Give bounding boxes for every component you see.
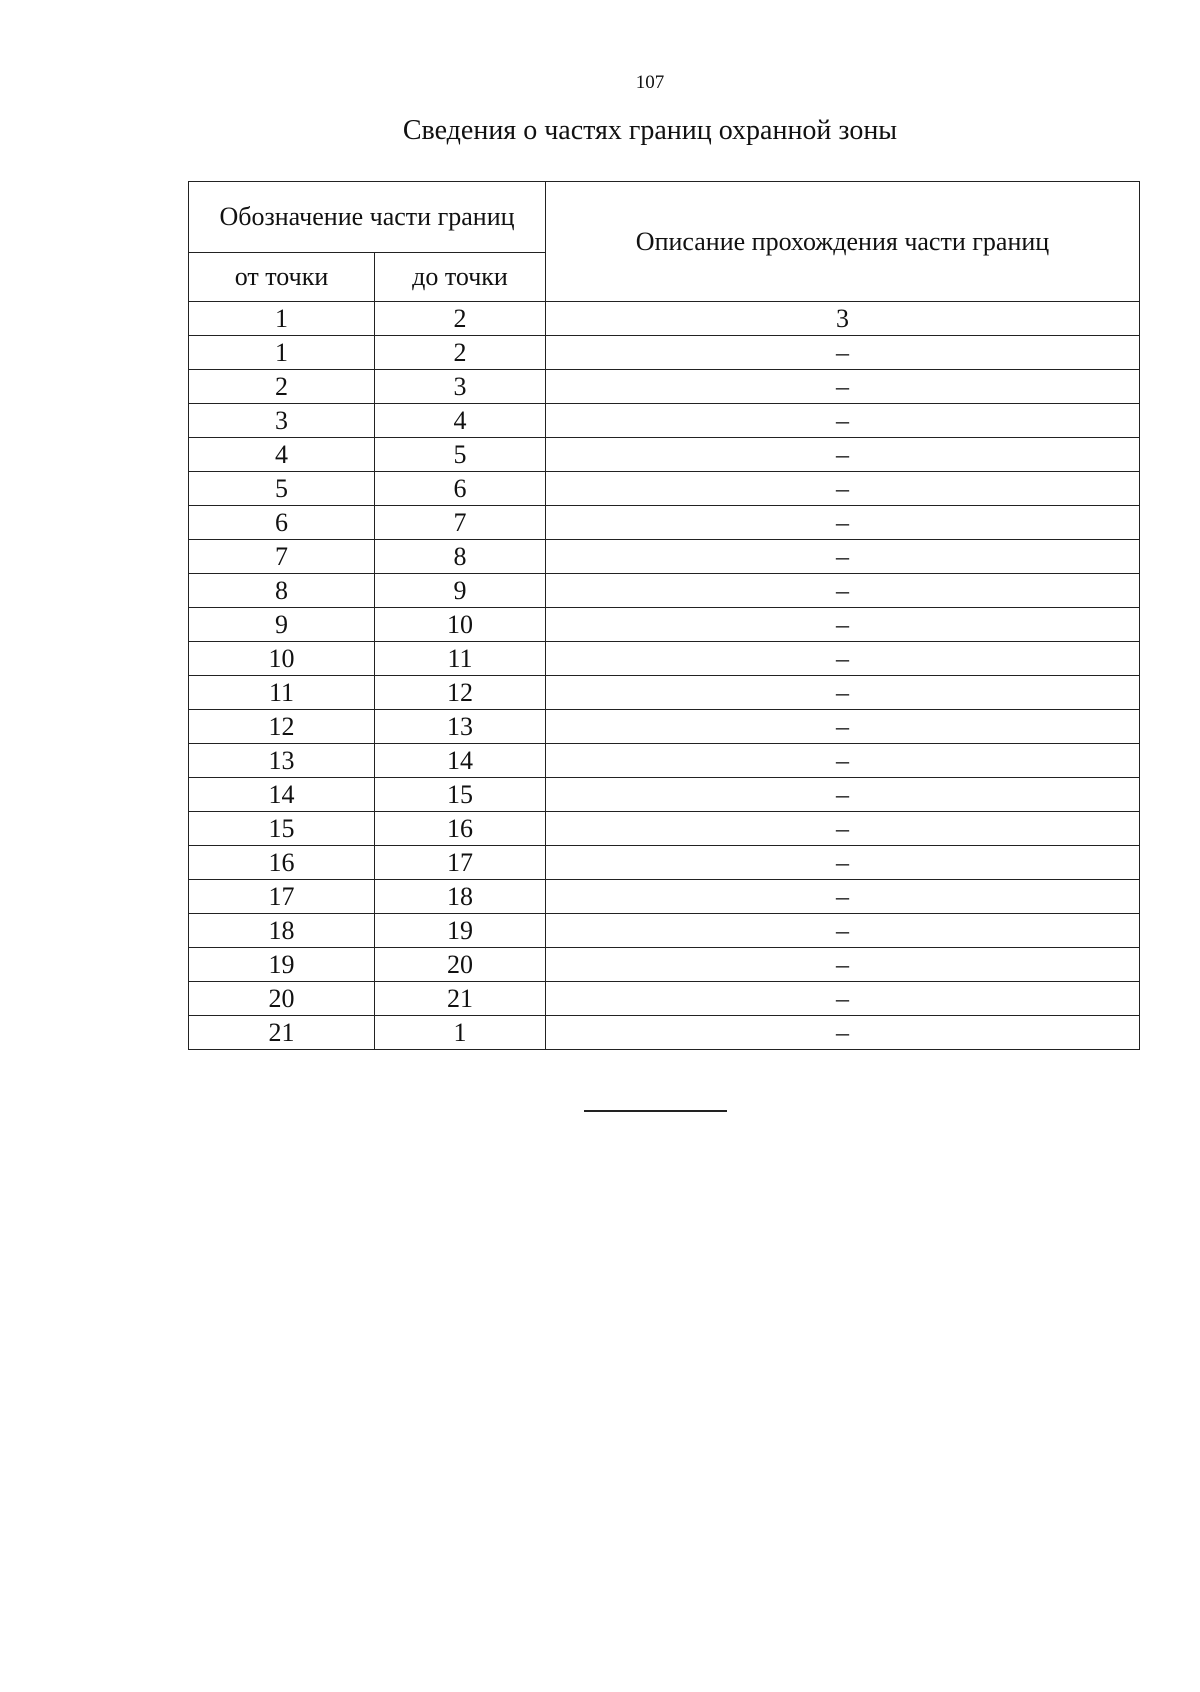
to-point-cell: 19 <box>375 914 546 948</box>
column-number: 1 <box>189 302 375 336</box>
column-number-row <box>189 302 1140 336</box>
header-boundary-description: Описание прохождения части границ <box>546 182 1140 302</box>
table-row <box>189 404 1140 438</box>
description-cell: – <box>546 744 1140 778</box>
from-point-cell: 10 <box>189 642 375 676</box>
to-point-cell: 13 <box>375 710 546 744</box>
from-point-cell: 1 <box>189 336 375 370</box>
description-cell: – <box>546 608 1140 642</box>
description-cell: – <box>546 982 1140 1016</box>
table-row <box>189 336 1140 370</box>
description-cell: – <box>546 370 1140 404</box>
from-point-cell: 12 <box>189 710 375 744</box>
table-row <box>189 914 1140 948</box>
to-point-cell: 11 <box>375 642 546 676</box>
from-point-cell: 14 <box>189 778 375 812</box>
column-number: 3 <box>546 302 1140 336</box>
boundary-parts-table <box>188 181 1140 1050</box>
to-point-cell: 8 <box>375 540 546 574</box>
from-point-cell: 3 <box>189 404 375 438</box>
from-point-cell: 18 <box>189 914 375 948</box>
table-row <box>189 744 1140 778</box>
from-point-cell: 11 <box>189 676 375 710</box>
to-point-cell: 7 <box>375 506 546 540</box>
description-cell: – <box>546 404 1140 438</box>
table-row <box>189 846 1140 880</box>
description-cell: – <box>546 948 1140 982</box>
to-point-cell: 4 <box>375 404 546 438</box>
to-point-cell: 6 <box>375 472 546 506</box>
from-point-cell: 17 <box>189 880 375 914</box>
table-row <box>189 982 1140 1016</box>
table-row <box>189 710 1140 744</box>
table-row <box>189 540 1140 574</box>
from-point-cell: 19 <box>189 948 375 982</box>
to-point-cell: 20 <box>375 948 546 982</box>
table-row <box>189 676 1140 710</box>
to-point-cell: 1 <box>375 1016 546 1050</box>
to-point-cell: 18 <box>375 880 546 914</box>
table-row <box>189 1016 1140 1050</box>
table-row <box>189 948 1140 982</box>
table-row <box>189 608 1140 642</box>
table-row <box>189 880 1140 914</box>
to-point-cell: 5 <box>375 438 546 472</box>
to-point-cell: 16 <box>375 812 546 846</box>
from-point-cell: 9 <box>189 608 375 642</box>
table-row <box>189 370 1140 404</box>
description-cell: – <box>546 642 1140 676</box>
description-cell: – <box>546 880 1140 914</box>
to-point-cell: 9 <box>375 574 546 608</box>
to-point-cell: 17 <box>375 846 546 880</box>
header-from-point: от точки <box>189 253 375 302</box>
description-cell: – <box>546 676 1140 710</box>
from-point-cell: 21 <box>189 1016 375 1050</box>
from-point-cell: 15 <box>189 812 375 846</box>
description-cell: – <box>546 506 1140 540</box>
from-point-cell: 7 <box>189 540 375 574</box>
from-point-cell: 13 <box>189 744 375 778</box>
table-row <box>189 812 1140 846</box>
from-point-cell: 6 <box>189 506 375 540</box>
description-cell: – <box>546 472 1140 506</box>
table-body <box>189 302 1140 1050</box>
from-point-cell: 8 <box>189 574 375 608</box>
page-number: 107 <box>635 72 665 93</box>
description-cell: – <box>546 1016 1140 1050</box>
description-cell: – <box>546 336 1140 370</box>
description-cell: – <box>546 846 1140 880</box>
table-row <box>189 472 1140 506</box>
to-point-cell: 10 <box>375 608 546 642</box>
to-point-cell: 15 <box>375 778 546 812</box>
table-row <box>189 574 1140 608</box>
table-row <box>189 506 1140 540</box>
description-cell: – <box>546 438 1140 472</box>
to-point-cell: 21 <box>375 982 546 1016</box>
description-cell: – <box>546 540 1140 574</box>
from-point-cell: 2 <box>189 370 375 404</box>
from-point-cell: 5 <box>189 472 375 506</box>
header-boundary-designation: Обозначение части границ <box>189 182 546 253</box>
from-point-cell: 20 <box>189 982 375 1016</box>
from-point-cell: 16 <box>189 846 375 880</box>
header-to-point: до точки <box>375 253 546 302</box>
table-row <box>189 438 1140 472</box>
to-point-cell: 12 <box>375 676 546 710</box>
column-number: 2 <box>375 302 546 336</box>
page-title: Сведения о частях границ охранной зоны <box>402 115 898 146</box>
description-cell: – <box>546 812 1140 846</box>
description-cell: – <box>546 914 1140 948</box>
table-row <box>189 642 1140 676</box>
description-cell: – <box>546 574 1140 608</box>
table-row <box>189 778 1140 812</box>
to-point-cell: 3 <box>375 370 546 404</box>
description-cell: – <box>546 710 1140 744</box>
to-point-cell: 2 <box>375 336 546 370</box>
description-cell: – <box>546 778 1140 812</box>
separator-line <box>584 1110 727 1112</box>
from-point-cell: 4 <box>189 438 375 472</box>
to-point-cell: 14 <box>375 744 546 778</box>
